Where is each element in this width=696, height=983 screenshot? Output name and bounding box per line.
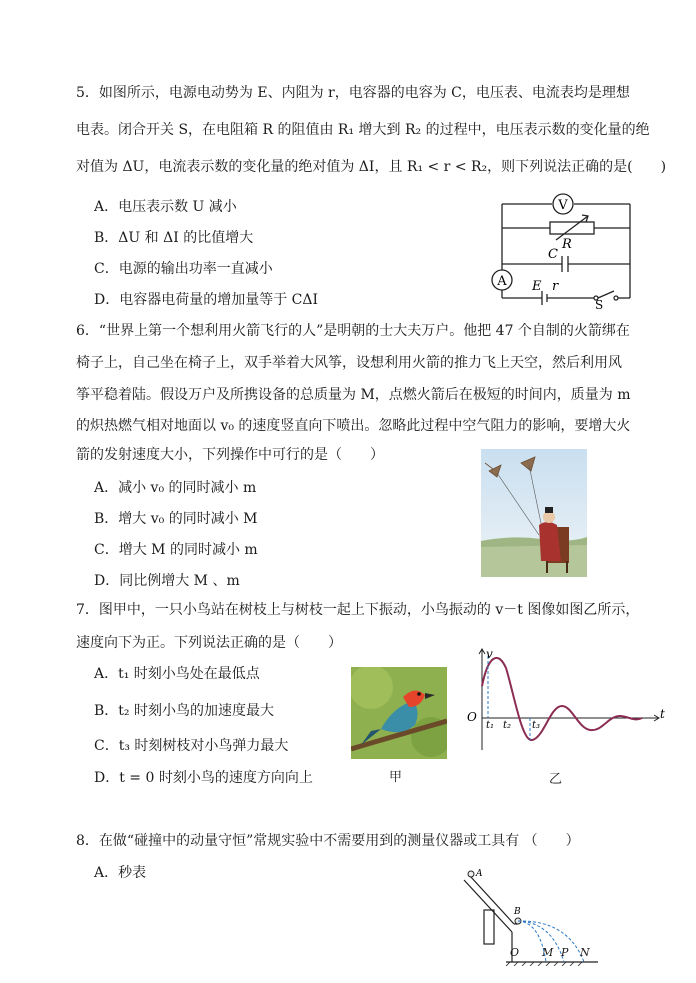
q7-line-1: 7．图甲中，一只小鸟站在树枝上与树枝一起上下振动，小鸟振动的 v－t 图像如图乙所示， <box>76 602 640 618</box>
resistor-label: R <box>562 237 572 252</box>
q6-option-d: D．同比例增大 M 、m <box>94 573 240 589</box>
point-o-ground: O <box>510 946 520 959</box>
q7-option-b: B．t₂ 时刻小鸟的加速度最大 <box>94 703 274 719</box>
q8-option-a: A．秒表 <box>94 865 147 881</box>
q5-line-3: 对值为 ΔU，电流表示数的变化量的绝对值为 ΔI，且 R₁ < r < R₂，则下列说法正确的是( ) <box>76 159 667 175</box>
graph-t3-label: t₃ <box>532 720 541 731</box>
point-p-ground: P <box>561 946 569 959</box>
q6-line-5: 箭的发射速度大小，下列操作中可行的是（ ） <box>76 447 384 463</box>
q7-option-d: D．t = 0 时刻小鸟的速度方向向上 <box>94 770 313 786</box>
q6-option-a: A．减小 v₀ 的同时减小 m <box>94 480 257 496</box>
wan-hu-illustration <box>481 449 587 577</box>
point-b-label: B <box>514 907 521 917</box>
q5-option-d: D．电容器电荷量的增加量等于 CΔI <box>94 292 319 308</box>
q6-line-4: 的炽热燃气相对地面以 v₀ 的速度竖直向下喷出。忽略此过程中空气阻力的影响，要增大火 <box>76 418 631 434</box>
point-m-ground: M <box>542 946 554 959</box>
switch-label: S <box>595 298 604 310</box>
bird-photo <box>351 667 447 759</box>
q7-option-c: C．t₃ 时刻树枝对小鸟弹力最大 <box>94 738 289 754</box>
q6-line-2: 椅子上，自己坐在椅子上，双手举着大风筝，设想利用火箭的推力飞上天空，然后利用风 <box>76 355 622 371</box>
q6-line-1: 6．“世界上第一个想利用火箭飞行的人”是明朝的士大夫万户。他把 47 个自制的火箭绑在 <box>76 323 630 339</box>
graph-v-label: v <box>486 647 493 661</box>
q5-option-b: B．ΔU 和 ΔI 的比值增大 <box>94 230 254 246</box>
graph-origin-label: O <box>467 710 477 724</box>
point-n-ground: N <box>580 946 590 959</box>
vt-graph <box>462 646 674 756</box>
q5-option-a: A．电压表示数 U 减小 <box>94 199 237 215</box>
q5-option-c: C．电源的输出功率一直减小 <box>94 261 273 277</box>
ammeter-label: A <box>497 274 507 289</box>
circuit-diagram <box>482 188 642 310</box>
q7-line-2: 速度向下为正。下列说法正确的是（ ） <box>76 635 342 651</box>
graph-t1-label: t₁ <box>486 720 495 731</box>
fig-jia-caption: 甲 <box>389 770 403 785</box>
internal-resistance-label: r <box>552 279 559 294</box>
graph-t2-label: t₂ <box>503 720 512 731</box>
fig-yi-caption: 乙 <box>549 772 563 787</box>
q6-line-3: 筝平稳着陆。假设万户及所携设备的总质量为 M，点燃火箭后在极短的时间内，质量为 m <box>76 387 631 403</box>
q5-line-1: 5．如图所示，电源电动势为 E、内阻为 r，电容器的电容为 C，电压表、电流表均是理想 <box>76 85 630 101</box>
voltmeter-label: V <box>558 198 568 213</box>
graph-t-label: t <box>660 707 665 721</box>
q7-option-a: A．t₁ 时刻小鸟处在最低点 <box>94 666 260 682</box>
q6-option-b: B．增大 v₀ 的同时减小 M <box>94 511 258 527</box>
q5-line-2: 电表。闭合开关 S，在电阻箱 R 的阻值由 R₁ 增大到 R₂ 的过程中，电压表示数的变化量的绝 <box>76 122 650 138</box>
point-a-label: A <box>476 869 483 879</box>
q6-option-c: C．增大 M 的同时减小 m <box>94 542 258 558</box>
capacitor-label: C <box>548 247 558 262</box>
q8-line-1: 8．在做“碰撞中的动量守恒”常规实验中不需要用到的测量仪器或工具有 （ ） <box>76 833 580 849</box>
emf-label: E <box>532 279 542 294</box>
